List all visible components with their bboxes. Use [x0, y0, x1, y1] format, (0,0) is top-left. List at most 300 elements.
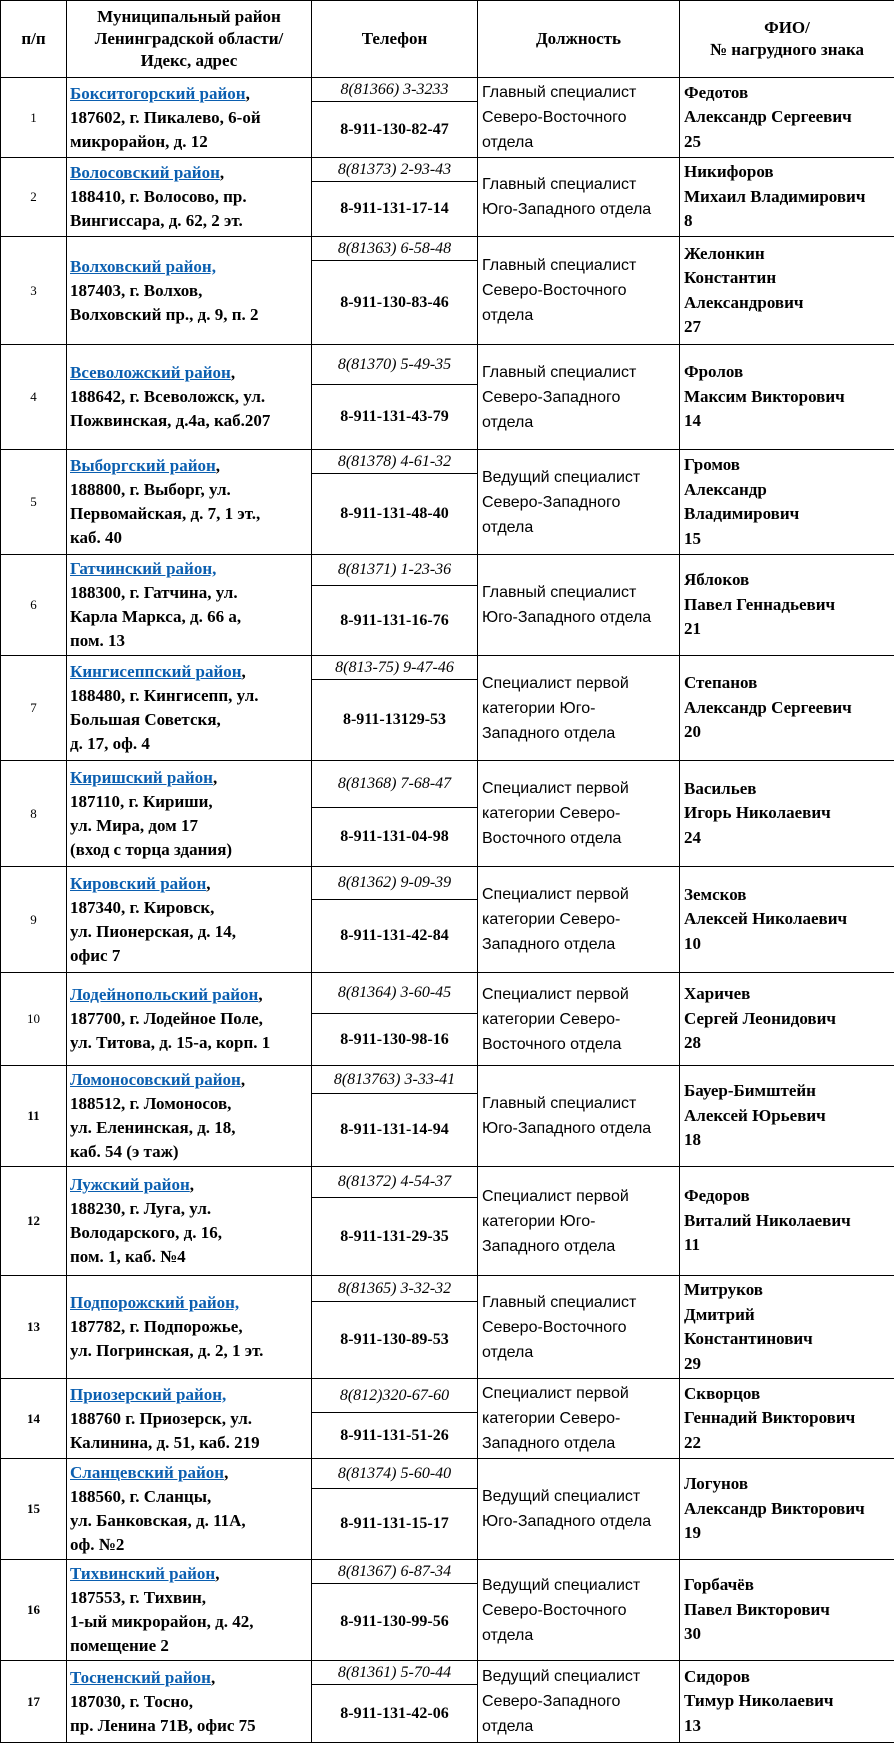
- position-line: Западного отдела: [482, 1431, 675, 1456]
- fio-line: Федотов: [684, 81, 890, 106]
- district-line: [70, 1068, 308, 1092]
- row-number: 7: [1, 656, 67, 761]
- phone-mobile: 8-911-131-15-17: [312, 1489, 478, 1560]
- district-link[interactable]: Всеволожский район: [70, 363, 231, 382]
- fio-line: Сидоров: [684, 1665, 890, 1690]
- position-line: Главный специалист: [482, 80, 675, 105]
- position-cell: [478, 973, 680, 1066]
- address-line: 1-ый микрорайон, д. 42,: [70, 1610, 308, 1634]
- address-line: Волховский пр., д. 9, п. 2: [70, 303, 308, 327]
- position-line: отдела: [482, 1623, 675, 1648]
- position-line: Северо-Восточного: [482, 1598, 675, 1623]
- address-line: 188480, г. Кингисепп, ул.: [70, 684, 308, 708]
- phone-mobile: 8-911-131-16-76: [312, 586, 478, 656]
- fio-line: 18: [684, 1128, 890, 1153]
- address-line: офис 7: [70, 944, 308, 968]
- header-fio: [680, 1, 894, 78]
- address-line: 188410, г. Волосово, пр.: [70, 185, 308, 209]
- fio-cell: [680, 78, 894, 158]
- table-row: [1, 237, 894, 261]
- position-cell: [478, 345, 680, 450]
- fio-line: Максим Викторович: [684, 385, 890, 410]
- table-row: [1, 450, 894, 474]
- fio-cell: [680, 158, 894, 237]
- fio-line: Алексей Николаевич: [684, 907, 890, 932]
- position-line: Главный специалист: [482, 253, 675, 278]
- fio-line: Константин: [684, 266, 890, 291]
- phone-mobile: 8-911-131-04-98: [312, 808, 478, 867]
- position-line: Ведущий специалист: [482, 1573, 675, 1598]
- address-line: оф. №2: [70, 1533, 308, 1557]
- position-line: Ведущий специалист: [482, 465, 675, 490]
- row-number: 11: [1, 1066, 67, 1167]
- fio-cell: [680, 450, 894, 555]
- district-line: [70, 660, 308, 684]
- district-line: [70, 454, 308, 478]
- address-line: 187403, г. Волхов,: [70, 279, 308, 303]
- address-line: 187030, г. Тосно,: [70, 1690, 308, 1714]
- district-link[interactable]: Выборгский район: [70, 456, 216, 475]
- position-line: Северо-Восточного: [482, 1315, 675, 1340]
- district-address-cell: [67, 1167, 312, 1276]
- address-line: пом. 1, каб. №4: [70, 1245, 308, 1269]
- district-address-cell: [67, 973, 312, 1066]
- fio-line: 24: [684, 826, 890, 851]
- district-link[interactable]: Подпорожский район,: [70, 1293, 239, 1312]
- address-line: 187700, г. Лодейное Поле,: [70, 1007, 308, 1031]
- position-line: Западного отдела: [482, 721, 675, 746]
- address-line: 188760 г. Приозерск, ул.: [70, 1407, 308, 1431]
- district-line: [70, 983, 308, 1007]
- district-link[interactable]: Киришский район: [70, 768, 213, 787]
- position-line: категории Юго-: [482, 696, 675, 721]
- district-link[interactable]: Кингисеппский район: [70, 662, 242, 681]
- district-separator: ,: [258, 985, 262, 1004]
- fio-line: Сергей Леонидович: [684, 1007, 890, 1032]
- address-line: 188800, г. Выборг, ул.: [70, 478, 308, 502]
- position-cell: [478, 1379, 680, 1459]
- position-line: Специалист первой: [482, 671, 675, 696]
- fio-cell: [680, 1560, 894, 1661]
- fio-line: 21: [684, 617, 890, 642]
- district-link[interactable]: Приозерский район,: [70, 1385, 226, 1404]
- fio-line: 25: [684, 130, 890, 155]
- fio-line: Павел Викторович: [684, 1598, 890, 1623]
- district-line: [70, 557, 308, 581]
- fio-line: 14: [684, 409, 890, 434]
- row-number: 12: [1, 1167, 67, 1276]
- address-line: 188642, г. Всеволожск, ул.: [70, 385, 308, 409]
- district-separator: ,: [216, 456, 220, 475]
- row-number: 15: [1, 1459, 67, 1560]
- address-line: каб. 54 (э таж): [70, 1140, 308, 1164]
- district-address-cell: [67, 78, 312, 158]
- district-line: [70, 361, 308, 385]
- district-separator: ,: [231, 363, 235, 382]
- fio-line: Земсков: [684, 883, 890, 908]
- header-district-line: Муниципальный район: [70, 6, 308, 28]
- fio-line: Степанов: [684, 671, 890, 696]
- position-cell: [478, 1661, 680, 1743]
- header-fio-line: № нагрудного знака: [683, 39, 891, 61]
- table-row: [1, 1661, 894, 1685]
- position-line: Северо-Западного: [482, 385, 675, 410]
- address-line: Пожвинская, д.4а, каб.207: [70, 409, 308, 433]
- fio-line: 27: [684, 315, 890, 340]
- phone-mobile: 8-911-130-83-46: [312, 261, 478, 345]
- position-cell: [478, 78, 680, 158]
- district-separator: ,: [246, 84, 250, 103]
- fio-line: Александр Сергеевич: [684, 696, 890, 721]
- fio-line: Фролов: [684, 360, 890, 385]
- fio-line: Павел Геннадьевич: [684, 593, 890, 618]
- fio-line: Федоров: [684, 1184, 890, 1209]
- address-line: д. 17, оф. 4: [70, 732, 308, 756]
- address-line: помещение 2: [70, 1634, 308, 1658]
- fio-line: 10: [684, 932, 890, 957]
- position-line: Главный специалист: [482, 172, 675, 197]
- position-line: Западного отдела: [482, 932, 675, 957]
- row-number: 14: [1, 1379, 67, 1459]
- district-link[interactable]: Тосненский район: [70, 1668, 211, 1687]
- phone-landline: 8(81372) 4-54-37: [312, 1167, 478, 1198]
- phone-mobile: 8-911-131-42-06: [312, 1685, 478, 1743]
- fio-line: Митруков: [684, 1278, 890, 1303]
- fio-line: Михаил Владимирович: [684, 185, 890, 210]
- fio-cell: [680, 1276, 894, 1379]
- district-link[interactable]: Кировский район: [70, 874, 206, 893]
- address-line: ул. Погринская, д. 2, 1 эт.: [70, 1339, 308, 1363]
- address-line: 187782, г. Подпорожье,: [70, 1315, 308, 1339]
- district-address-cell: [67, 158, 312, 237]
- district-address-cell: [67, 237, 312, 345]
- row-number: 5: [1, 450, 67, 555]
- position-line: Специалист первой: [482, 776, 675, 801]
- position-line: Специалист первой: [482, 882, 675, 907]
- district-line: [70, 766, 308, 790]
- position-cell: [478, 555, 680, 656]
- phone-landline: 8(81362) 9-09-39: [312, 867, 478, 900]
- position-cell: [478, 158, 680, 237]
- phone-landline: 8(81361) 5-70-44: [312, 1661, 478, 1685]
- phone-mobile: 8-911-130-99-56: [312, 1584, 478, 1661]
- district-address-cell: [67, 656, 312, 761]
- fio-line: Константинович: [684, 1327, 890, 1352]
- fio-cell: [680, 973, 894, 1066]
- district-link[interactable]: Лужский район: [70, 1175, 190, 1194]
- district-separator: ,: [215, 1564, 219, 1583]
- position-line: категории Юго-: [482, 1209, 675, 1234]
- position-line: категории Северо-: [482, 801, 675, 826]
- phone-mobile: 8-911-131-42-84: [312, 900, 478, 973]
- district-link[interactable]: Волховский район,: [70, 257, 216, 276]
- position-cell: [478, 450, 680, 555]
- table-row: [1, 78, 894, 102]
- district-line: [70, 1383, 308, 1407]
- fio-line: Громов: [684, 453, 890, 478]
- header-num: п/п: [1, 1, 67, 78]
- fio-line: Горбачёв: [684, 1573, 890, 1598]
- fio-cell: [680, 656, 894, 761]
- row-number: 16: [1, 1560, 67, 1661]
- fio-line: Александр Сергеевич: [684, 105, 890, 130]
- district-address-cell: [67, 345, 312, 450]
- district-line: [70, 82, 308, 106]
- fio-line: 22: [684, 1431, 890, 1456]
- address-line: 187340, г. Кировск,: [70, 896, 308, 920]
- fio-line: 29: [684, 1352, 890, 1377]
- fio-cell: [680, 1066, 894, 1167]
- fio-line: Игорь Николаевич: [684, 801, 890, 826]
- district-separator: ,: [241, 1070, 245, 1089]
- position-line: Специалист первой: [482, 1381, 675, 1406]
- phone-landline: 8(81367) 6-87-34: [312, 1560, 478, 1584]
- district-line: [70, 1291, 308, 1315]
- position-cell: [478, 1066, 680, 1167]
- position-line: Юго-Западного отдела: [482, 197, 675, 222]
- header-phone: Телефон: [312, 1, 478, 78]
- fio-line: 15: [684, 527, 890, 552]
- phone-landline: 8(81365) 3-32-32: [312, 1276, 478, 1302]
- district-separator: ,: [206, 874, 210, 893]
- phone-landline: 8(81373) 2-93-43: [312, 158, 478, 182]
- fio-line: 30: [684, 1622, 890, 1647]
- address-line: 187602, г. Пикалево, 6-ой: [70, 106, 308, 130]
- district-address-cell: [67, 867, 312, 973]
- phone-mobile: 8-911-131-29-35: [312, 1198, 478, 1276]
- phone-mobile: 8-911-130-89-53: [312, 1302, 478, 1379]
- district-address-cell: [67, 555, 312, 656]
- fio-line: 11: [684, 1233, 890, 1258]
- table-row: [1, 1560, 894, 1584]
- position-line: Ведущий специалист: [482, 1484, 675, 1509]
- row-number: 10: [1, 973, 67, 1066]
- table-row: [1, 555, 894, 586]
- table-row: [1, 1066, 894, 1094]
- district-link[interactable]: Бокситогорский район: [70, 84, 246, 103]
- position-line: категории Северо-: [482, 1406, 675, 1431]
- address-line: ул. Банковская, д. 11А,: [70, 1509, 308, 1533]
- address-line: Большая Советскя,: [70, 708, 308, 732]
- position-line: Специалист первой: [482, 982, 675, 1007]
- position-line: отдела: [482, 410, 675, 435]
- position-line: отдела: [482, 1714, 675, 1739]
- district-link[interactable]: Сланцевский район: [70, 1463, 224, 1482]
- row-number: 6: [1, 555, 67, 656]
- position-line: отдела: [482, 130, 675, 155]
- phone-mobile: 8-911-13129-53: [312, 680, 478, 761]
- header-district: [67, 1, 312, 78]
- fio-line: Александр Викторович: [684, 1497, 890, 1522]
- fio-cell: [680, 237, 894, 345]
- district-link[interactable]: Лодейнопольский район: [70, 985, 258, 1004]
- address-line: 187110, г. Кириши,: [70, 790, 308, 814]
- address-line: Карла Маркса, д. 66 а,: [70, 605, 308, 629]
- fio-line: Логунов: [684, 1472, 890, 1497]
- district-address-cell: [67, 1276, 312, 1379]
- phone-mobile: 8-911-131-48-40: [312, 474, 478, 555]
- fio-line: Геннадий Викторович: [684, 1406, 890, 1431]
- district-link[interactable]: Тихвинский район: [70, 1564, 215, 1583]
- fio-cell: [680, 345, 894, 450]
- district-line: [70, 255, 308, 279]
- phone-landline: 8(812)320-67-60: [312, 1379, 478, 1413]
- header-position: Должность: [478, 1, 680, 78]
- row-number: 8: [1, 761, 67, 867]
- fio-line: Виталий Николаевич: [684, 1209, 890, 1234]
- position-line: Северо-Восточного: [482, 105, 675, 130]
- fio-line: 13: [684, 1714, 890, 1739]
- district-separator: ,: [213, 768, 217, 787]
- phone-mobile: 8-911-131-14-94: [312, 1094, 478, 1167]
- position-line: отдела: [482, 515, 675, 540]
- address-line: 187553, г. Тихвин,: [70, 1586, 308, 1610]
- phone-landline: 8(813-75) 9-47-46: [312, 656, 478, 680]
- phone-mobile: 8-911-131-17-14: [312, 182, 478, 237]
- address-line: ул. Еленинская, д. 18,: [70, 1116, 308, 1140]
- phone-mobile: 8-911-131-51-26: [312, 1413, 478, 1459]
- table-header-row: [1, 1, 894, 78]
- address-line: ул. Пионерская, д. 14,: [70, 920, 308, 944]
- district-line: [70, 1562, 308, 1586]
- position-line: Юго-Западного отдела: [482, 1116, 675, 1141]
- header-district-line: Ленинградской области/: [70, 28, 308, 50]
- row-number: 17: [1, 1661, 67, 1743]
- phone-landline: 8(81374) 5-60-40: [312, 1459, 478, 1489]
- district-link[interactable]: Ломоносовский район: [70, 1070, 241, 1089]
- phone-mobile: 8-911-130-82-47: [312, 102, 478, 158]
- address-line: ул. Титова, д. 15-а, корп. 1: [70, 1031, 308, 1055]
- position-line: Специалист первой: [482, 1184, 675, 1209]
- header-fio-line: ФИО/: [683, 17, 891, 39]
- row-number: 1: [1, 78, 67, 158]
- district-line: [70, 872, 308, 896]
- table-row: [1, 1276, 894, 1302]
- fio-cell: [680, 761, 894, 867]
- fio-line: 28: [684, 1031, 890, 1056]
- fio-line: Скворцов: [684, 1382, 890, 1407]
- fio-line: Дмитрий: [684, 1303, 890, 1328]
- fio-line: Александрович: [684, 291, 890, 316]
- position-line: Главный специалист: [482, 580, 675, 605]
- position-line: категории Северо-: [482, 1007, 675, 1032]
- address-line: ул. Мира, дом 17: [70, 814, 308, 838]
- row-number: 4: [1, 345, 67, 450]
- fio-line: Васильев: [684, 777, 890, 802]
- position-line: Северо-Восточного: [482, 278, 675, 303]
- position-line: Восточного отдела: [482, 1032, 675, 1057]
- district-address-cell: [67, 450, 312, 555]
- table-row: [1, 761, 894, 808]
- position-line: категории Северо-: [482, 907, 675, 932]
- position-cell: [478, 656, 680, 761]
- district-address-cell: [67, 1560, 312, 1661]
- fio-line: Владимирович: [684, 502, 890, 527]
- position-cell: [478, 1276, 680, 1379]
- phone-landline: 8(81366) 3-3233: [312, 78, 478, 102]
- fio-line: Харичев: [684, 982, 890, 1007]
- phone-mobile: 8-911-131-43-79: [312, 385, 478, 450]
- district-line: [70, 1666, 308, 1690]
- table-row: [1, 1379, 894, 1413]
- phone-landline: 8(81368) 7-68-47: [312, 761, 478, 808]
- position-cell: [478, 1459, 680, 1560]
- fio-line: Никифоров: [684, 160, 890, 185]
- district-address-cell: [67, 1066, 312, 1167]
- row-number: 9: [1, 867, 67, 973]
- fio-cell: [680, 1167, 894, 1276]
- position-line: Северо-Западного: [482, 1689, 675, 1714]
- position-line: отдела: [482, 1340, 675, 1365]
- address-line: 188230, г. Луга, ул.: [70, 1197, 308, 1221]
- fio-cell: [680, 1661, 894, 1743]
- table-row: [1, 158, 894, 182]
- fio-line: 20: [684, 720, 890, 745]
- position-line: Северо-Западного: [482, 490, 675, 515]
- address-line: пр. Ленина 71В, офис 75: [70, 1714, 308, 1738]
- position-cell: [478, 1560, 680, 1661]
- position-line: Главный специалист: [482, 1290, 675, 1315]
- header-district-line: Идекс, адрес: [70, 50, 308, 72]
- district-link[interactable]: Волосовский район: [70, 163, 220, 182]
- address-line: пом. 13: [70, 629, 308, 653]
- district-separator: ,: [224, 1463, 228, 1482]
- district-link[interactable]: Гатчинский район,: [70, 559, 216, 578]
- address-line: Володарского, д. 16,: [70, 1221, 308, 1245]
- fio-line: 8: [684, 209, 890, 234]
- phone-landline: 8(81370) 5-49-35: [312, 345, 478, 385]
- position-line: отдела: [482, 303, 675, 328]
- district-line: [70, 1461, 308, 1485]
- address-line: Первомайская, д. 7, 1 эт.,: [70, 502, 308, 526]
- position-line: Главный специалист: [482, 1091, 675, 1116]
- address-line: 188512, г. Ломоносов,: [70, 1092, 308, 1116]
- phone-mobile: 8-911-130-98-16: [312, 1014, 478, 1066]
- fio-line: Александр: [684, 478, 890, 503]
- row-number: 3: [1, 237, 67, 345]
- position-cell: [478, 761, 680, 867]
- position-cell: [478, 237, 680, 345]
- phone-landline: 8(81378) 4-61-32: [312, 450, 478, 474]
- phone-landline: 8(81364) 3-60-45: [312, 973, 478, 1014]
- position-line: Юго-Западного отдела: [482, 1509, 675, 1534]
- position-line: Ведущий специалист: [482, 1664, 675, 1689]
- address-line: 188300, г. Гатчина, ул.: [70, 581, 308, 605]
- district-address-cell: [67, 1459, 312, 1560]
- table-row: [1, 1167, 894, 1198]
- district-separator: ,: [220, 163, 224, 182]
- fio-line: Тимур Николаевич: [684, 1689, 890, 1714]
- district-line: [70, 1173, 308, 1197]
- address-line: каб. 40: [70, 526, 308, 550]
- position-cell: [478, 867, 680, 973]
- fio-line: Желонкин: [684, 242, 890, 267]
- position-cell: [478, 1167, 680, 1276]
- table-row: [1, 345, 894, 385]
- table-row: [1, 656, 894, 680]
- district-separator: ,: [190, 1175, 194, 1194]
- position-line: Восточного отдела: [482, 826, 675, 851]
- fio-cell: [680, 1379, 894, 1459]
- table-row: [1, 973, 894, 1014]
- address-line: Калинина, д. 51, каб. 219: [70, 1431, 308, 1455]
- row-number: 2: [1, 158, 67, 237]
- address-line: Вингиссара, д. 62, 2 эт.: [70, 209, 308, 233]
- fio-line: Бауер-Бимштейн: [684, 1079, 890, 1104]
- address-line: (вход с торца здания): [70, 838, 308, 862]
- district-address-cell: [67, 761, 312, 867]
- address-line: микрорайон, д. 12: [70, 130, 308, 154]
